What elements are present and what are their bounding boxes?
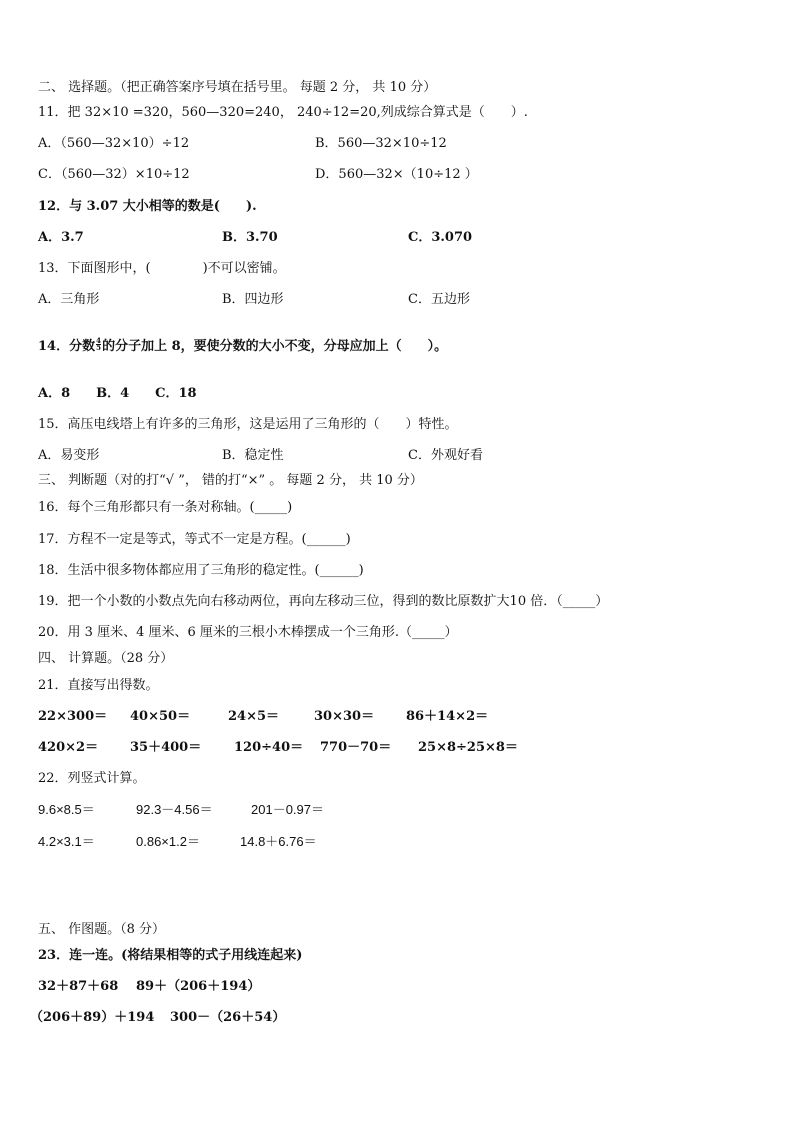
question-16: 16．每个三角形都只有一条对称轴。(_____)	[38, 500, 293, 515]
question-22-stem: 22．列竖式计算。	[38, 771, 146, 786]
question-17: 17．方程不一定是等式，等式不一定是方程。(______)	[38, 532, 351, 547]
vertical-calc-item: 0.86×1.2＝	[136, 834, 200, 849]
match-expression: 300－（26＋54）	[170, 1010, 286, 1025]
question-15-stem: 15．高压电线塔上有许多的三角形，这是运用了三角形的（ ）特性。	[38, 417, 458, 432]
question-15-option-b: B．稳定性	[222, 448, 284, 463]
question-11-option-b: B．560—32×10÷12	[315, 136, 447, 151]
question-11-stem: 11．把 32×10 =320，560—320=240， 240÷12=20,列成综合算式是（ ）.	[38, 105, 528, 120]
calc-item: 770－70＝	[320, 740, 392, 755]
calc-item: 25×8÷25×8＝	[418, 740, 518, 755]
vertical-calc-item: 201－0.97＝	[251, 802, 324, 817]
match-expression: （206＋89）＋194	[30, 1010, 155, 1025]
section-heading-judgement: 三、 判断题（对的打“√ ”， 错的打“×” 。 每题 2 分， 共 10 分）	[38, 473, 423, 488]
fraction	[96, 338, 101, 351]
fraction-denominator: 5	[96, 343, 102, 352]
vertical-calc-item: 92.3－4.56＝	[136, 802, 213, 817]
section-heading-choice: 二、 选择题。（把正确答案序号填在括号里。 每题 2 分， 共 10 分）	[38, 80, 437, 95]
question-13-option-a: A．三角形	[38, 292, 100, 307]
vertical-calc-item: 9.6×8.5＝	[38, 802, 95, 817]
question-15-option-a: A．易变形	[38, 448, 100, 463]
fraction-numerator: 4	[96, 336, 102, 345]
question-19: 19．把一个小数的小数点先向右移动两位，再向左移动三位，得到的数比原数扩大10 倍．（_____）	[38, 594, 609, 609]
calc-item: 22×300＝	[38, 709, 108, 724]
question-12-option-c: C．3.070	[408, 230, 473, 245]
calc-item: 120÷40＝	[234, 740, 304, 755]
question-11-option-d: D．560—32×（10÷12 ）	[315, 167, 478, 182]
calc-item: 35＋400＝	[130, 740, 202, 755]
question-11-option-c: C．（560—32）×10÷12	[38, 167, 190, 182]
question-18: 18．生活中很多物体都应用了三角形的稳定性。(______)	[38, 563, 364, 578]
question-20: 20．用 3 厘米、4 厘米、6 厘米的三根小木棒摆成一个三角形.（_____）	[38, 625, 458, 640]
vertical-calc-item: 4.2×3.1＝	[38, 834, 95, 849]
question-12-stem: 12．与 3.07 大小相等的数是( ).	[38, 199, 257, 214]
calc-item: 86＋14×2＝	[406, 709, 489, 724]
question-13-option-b: B．四边形	[222, 292, 284, 307]
calc-item: 24×5＝	[228, 709, 280, 724]
calc-item: 420×2＝	[38, 740, 99, 755]
match-expression: 32＋87＋68	[38, 979, 119, 994]
question-12-option-a: A．3.7	[38, 230, 84, 245]
section-heading-drawing: 五、 作图题。（8 分）	[38, 922, 166, 937]
question-21-stem: 21．直接写出得数。	[38, 678, 159, 693]
vertical-calc-item: 14.8＋6.76＝	[240, 834, 317, 849]
question-23-stem: 23．连一连。(将结果相等的式子用线连起来)	[38, 948, 303, 963]
question-13-option-c: C．五边形	[408, 292, 470, 307]
question-14-options: A．8 B．4 C．18	[38, 386, 197, 401]
calc-item: 40×50＝	[130, 709, 191, 724]
match-expression: 89＋（206＋194）	[136, 979, 261, 994]
calc-item: 30×30＝	[314, 709, 375, 724]
question-13-stem: 13．下面图形中，( )不可以密铺。	[38, 261, 286, 276]
question-11-option-a: A．（560—32×10）÷12	[38, 136, 190, 151]
section-heading-calculation: 四、 计算题。（28 分）	[38, 651, 174, 666]
question-15-option-c: C．外观好看	[408, 448, 483, 463]
question-14-stem	[38, 336, 448, 355]
question-14-stem-end: 的分子加上 8，要使分数的大小不变，分母应加上（ ）。	[102, 339, 448, 354]
question-14-stem-start: 14．分数	[38, 339, 96, 354]
question-12-option-b: B．3.70	[222, 230, 278, 245]
